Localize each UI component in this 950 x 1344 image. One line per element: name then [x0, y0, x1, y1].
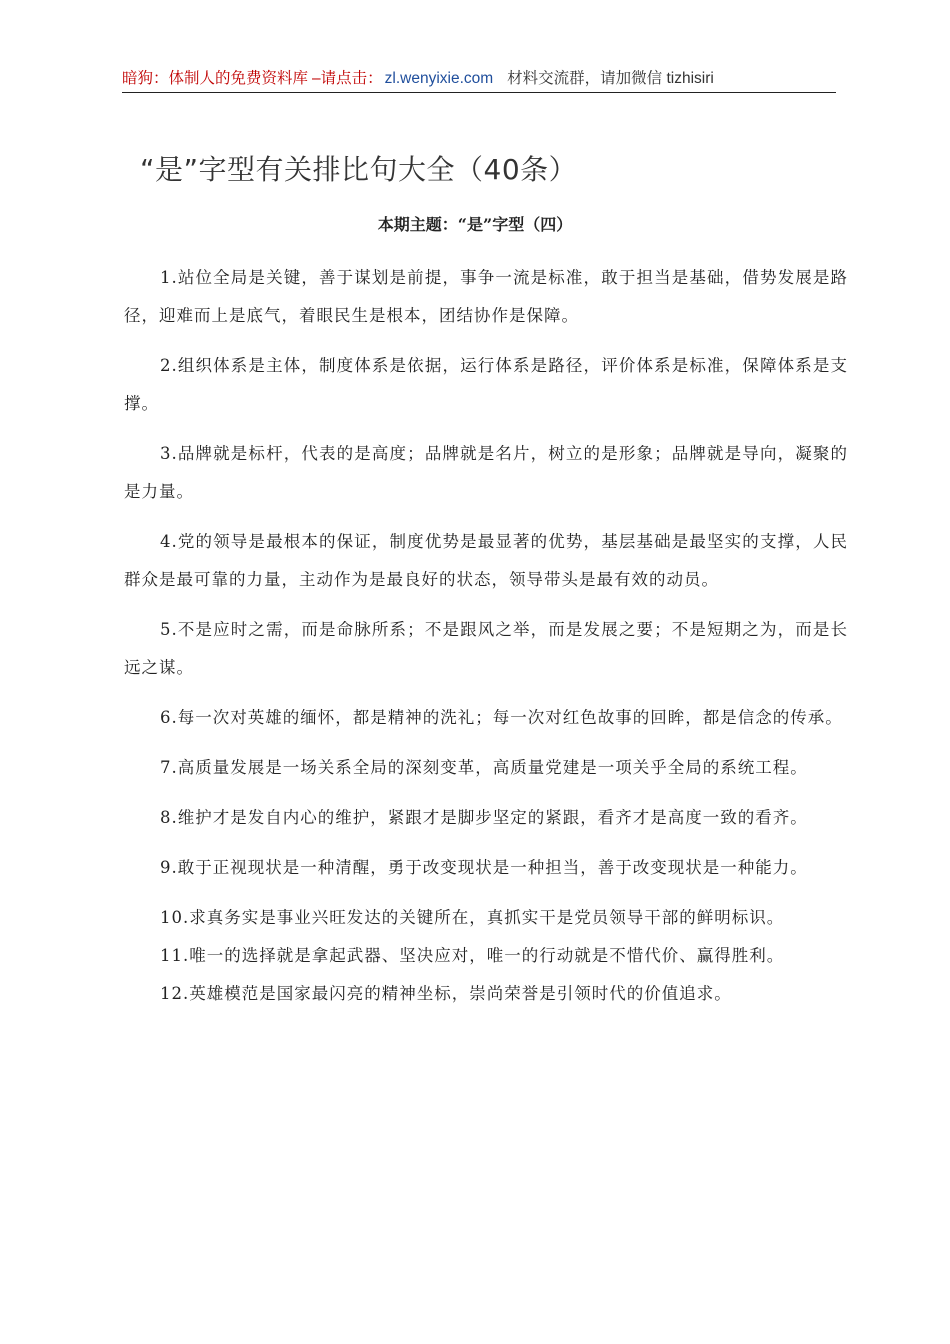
paragraph: 8.维护才是发自内心的维护，紧跟才是脚步坚定的紧跟，看齐才是高度一致的看齐。 [160, 808, 808, 827]
paragraph: 7.高质量发展是一场关系全局的深刻变革，高质量党建是一项关乎全局的系统工程。 [160, 758, 808, 777]
page-header [122, 66, 836, 92]
header-site-link[interactable]: zl.wenyixie.com [384, 70, 494, 87]
paragraph: 9.敢于正视现状是一种清醒，勇于改变现状是一种担当，善于改变现状是一种能力。 [160, 858, 808, 877]
header-divider [122, 92, 836, 93]
paragraph: 3.品牌就是标杆，代表的是高度；品牌就是名片，树立的是形象；品牌就是导向，凝聚的是力量。 [124, 444, 848, 501]
paragraph: 1.站位全局是关键，善于谋划是前提，事争一流是标准，敢于担当是基础，借势发展是路径，迎难而上是底气，着眼民生是根本，团结协作是保障。 [124, 268, 848, 325]
paragraph: 4.党的领导是最根本的保证，制度优势是最显著的优势，基层基础是最坚实的支撑，人民群众是最可靠的力量，主动作为是最良好的状态，领导带头是最有效的动员。 [124, 532, 848, 589]
header-brand: 暗狗：体制人的免费资料库 [122, 70, 309, 87]
page-subtitle: 本期主题：“是”字型（四） [377, 215, 573, 234]
header-click-prompt: –请点击： [312, 70, 383, 87]
paragraph: 11.唯一的选择就是拿起武器、坚决应对，唯一的行动就是不惜代价、赢得胜利。 [160, 946, 785, 965]
article-body [124, 259, 848, 1013]
paragraph: 6.每一次对英雄的缅怀，都是精神的洗礼；每一次对红色故事的回眸，都是信念的传承。 [160, 708, 843, 727]
paragraph: 5.不是应时之需，而是命脉所系；不是跟风之举，而是发展之要；不是短期之为，而是长远之谋。 [124, 620, 848, 677]
paragraph: 2.组织体系是主体，制度体系是依据，运行体系是路径，评价体系是标准，保障体系是支撑。 [124, 356, 848, 413]
header-wechat-note: 材料交流群，请加微信 tizhisiri [507, 70, 714, 87]
paragraph: 12.英雄模范是国家最闪亮的精神坐标，崇尚荣誉是引领时代的价值追求。 [160, 984, 732, 1003]
page-title: “是”字型有关排比句大全（40条） [140, 153, 578, 186]
paragraph: 10.求真务实是事业兴旺发达的关键所在，真抓实干是党员领导干部的鲜明标识。 [160, 908, 785, 927]
